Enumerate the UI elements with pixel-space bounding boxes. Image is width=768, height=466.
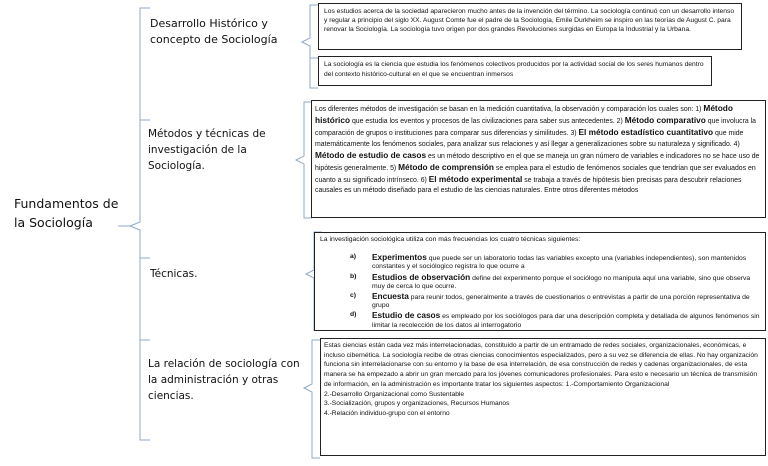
method-casos: Método de estudio de casos — [315, 149, 427, 160]
techniques-box — [314, 232, 766, 331]
root-label: Fundamentos de la Sociología — [14, 196, 119, 230]
method-historico: Método histórico — [315, 103, 733, 126]
relation-box — [320, 338, 766, 456]
definition-box: La sociología es la ciencia que estudia los fenómenos colectivos producidos por la actividad social de los seres humanos dentro del contexto histórico-cultural en el que se encuentran inmersos — [318, 56, 712, 86]
methods-box: Los diferentes métodos de investigación se basan en la medición cuantitativa, la observación y comparación los cuales son: 1) Método histórico que estudia los eventos y procesos de las civilizaciones para saber sus antecedentes. 2) Método comparativo que involucra la comparación de grupos o instituciones para comparar sus diferencias y similitudes. 3) El método estadístico cuantitativo que mide matemáticamente los fenómenos sociales, para analizar sus relaciones y así llegar a generalizaciones sobre su naturaleza y significado. 4) Método de estudio de casos es un método descriptivo en el que se maneja un gran número de variables e indicadores no se hace uso de hipótesis generalmente. 5) Método de comprensión se emplea para el estudio de fenómenos sociales que tendrían que ser evaluados en cuanto a su significado intrínseco. 6) El método experimental se trabaja a través de hipótesis bien precisas para descubrir relaciones causales es un método diseñado para el estudio de las ciencias naturales. Entre otros diferentes métodos — [311, 100, 766, 218]
bracket-2 — [296, 102, 312, 218]
relation-paragraph: Estas ciencias están cada vez más interrelacionadas, constituido a partir de un entramado de redes sociales, organizacionales, económicas, e incluso cibernética. La sociología recibe de otras ciencias conocimientos especializados, pero a su vez se diferencia de ellas. No hay organización funciona sin interrelacionarse con su entorno y la base de esa interrelación, de esa construcción de redes y cadenas organizacionales, de esta manera se ha empezado a abrir un gran mercado para los jóvenes comunicadores profesionales. Para esto e necesario un técnica de transmisión de información, en la administración es importante tratar los siguientes aspectos: 1.-Comportamiento Organizacional — [324, 342, 758, 388]
method-comparativo: Método comparativo — [624, 115, 706, 126]
root-node — [14, 194, 122, 232]
technique-item: c) Encuesta para reunir todos, generalmente a través de cuestionarios o entrevistas a partir de una porción representativa de grupo — [350, 291, 750, 310]
history-box: Los estudios acerca de la sociedad aparecieron mucho antes de la invención del término. La sociología continuó con un desarrollo intenso y regular a principio del siglo XX. August Comte fue el padre de la Sociología, Emile Durkheim se inspiro en las teorías de August C. para renovar la Sociología. La sociología tuvo origen por dos grandes Revoluciones surgidas en Europa la Industrial y la Urbana. — [318, 3, 742, 50]
technique-item: b) Estudios de observación define del experimento porque el sociólogo no manipula aquí una variable, sino que observa muy de cerca lo que ocurre. — [350, 271, 751, 290]
method-experimental: El método experimental — [428, 174, 523, 185]
relation-list-item: 3.-Socialización, grupos y organizaciones, Recursos Humanos — [324, 400, 510, 408]
method-comprension: Método de comprensión — [398, 162, 495, 173]
method-estadistico: El método estadístico cuantitativo — [578, 127, 714, 138]
branch-1-label: Desarrollo Histórico y concepto de Sociología — [150, 17, 278, 46]
relation-list-item: 2.-Desarrollo Organizacional como Sustentable — [324, 390, 465, 398]
branch-2-label: Métodos y técnicas de investigación de la Sociología. — [148, 128, 266, 172]
branch-4-label: La relación de sociología con la administración y otras ciencias. — [148, 358, 300, 402]
techniques-list — [320, 253, 760, 330]
technique-item: d) Estudio de casos es empleado por los sociólogos para dar una descripción completa y detallada de algunos fenómenos sin limitar la recolección de los datos al interrogatorio — [350, 310, 760, 329]
branch-3-label: Técnicas. — [150, 268, 198, 280]
bracket-1 — [302, 5, 318, 88]
main-bracket — [130, 8, 150, 440]
technique-item: a) Experimentos que puede ser un laboratorio todas las variables excepto una (variables independientes), son mantenidos constantes y el sociólogico registra lo que ocurre a — [350, 252, 747, 271]
techniques-intro: La investigación sociológica utiliza con más frecuencias los cuatro técnicas siguientes: — [320, 236, 581, 243]
relation-list — [324, 390, 762, 419]
relation-list-item: 4.-Relación individuo-grupo con el entorno — [324, 409, 450, 417]
